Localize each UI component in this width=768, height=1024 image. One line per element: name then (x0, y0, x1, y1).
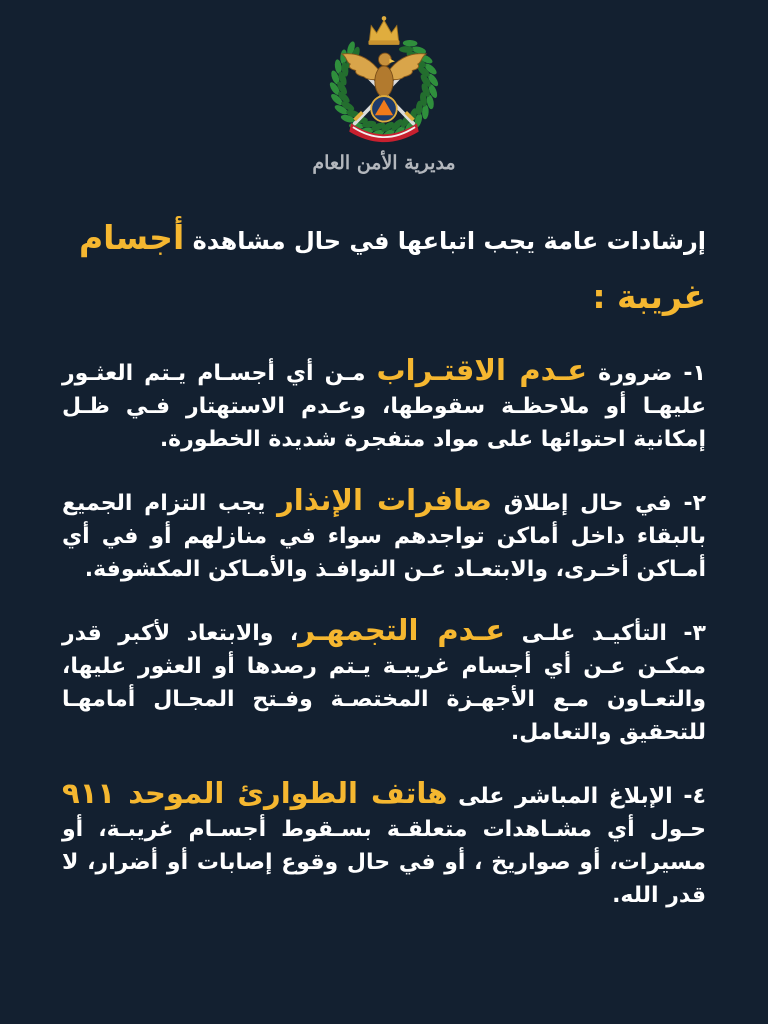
item-text-before: ضرورة (598, 361, 673, 386)
wreath-leaf (422, 104, 429, 119)
page-title (62, 210, 706, 328)
title-highlight: غريبة : (592, 277, 706, 316)
crown-icon (369, 20, 398, 41)
item-highlight: هاتف الطوارئ الموحد ٩١١ (62, 776, 448, 810)
crown-base (368, 40, 399, 45)
item-number: ٢- (683, 491, 707, 516)
instruction-item-2 (62, 484, 706, 586)
item-number: ٣- (683, 621, 706, 646)
title-line-1 (62, 210, 706, 269)
item-number: ٤- (683, 784, 706, 809)
public-security-emblem (320, 12, 448, 149)
eagle-beak-icon (389, 59, 394, 64)
item-text-after: مـن أي أجسـام يـتم العثـور عليهـا أو ملاحظـة سقوطها، وعـدم الاستهتار فـي ظـل إمكانية احتوائها على مواد متفجرة شديدة الخطورة. (62, 361, 706, 452)
item-text-after: حـول أي مشـاهدات متعلقـة بسـقوط أجسـام غريبـة، أو مسيرات، أو صواريخ ، أو في حال وقوع إصابات أو أضرار، لا قدر الله. (62, 817, 706, 908)
item-highlight: عـدم الاقتـراب (376, 353, 588, 387)
emblem-caption: مديرية الأمن العام (312, 152, 456, 174)
header (0, 0, 768, 176)
item-text-before: التأكيـد علـى (521, 621, 667, 646)
crown-jewel (382, 16, 387, 21)
title-line-2 (62, 269, 706, 328)
item-text-before: الإبلاغ المباشر على (458, 784, 673, 809)
instruction-item-4 (62, 777, 706, 912)
item-number: ١- (683, 361, 706, 386)
item-text-before: في حال إطلاق (503, 491, 672, 516)
item-highlight: عـدم التجمهـر (298, 613, 506, 647)
main-content (0, 210, 768, 912)
item-highlight: صافرات الإنذار (277, 483, 493, 517)
instruction-item-1 (62, 354, 706, 456)
eagle-body-icon (375, 66, 393, 97)
eagle-head-icon (379, 53, 392, 66)
instruction-item-3 (62, 614, 706, 749)
title-highlight: أجسام (79, 218, 185, 257)
wreath-leaf (403, 40, 418, 47)
title-text: إرشادات عامة يجب اتباعها في حال مشاهدة (192, 227, 706, 255)
item-text-after: ، والابتعاد لأكبر قدر ممكـن عـن أي أجسام غريبـة يـتم رصدها أو العثور عليها، والتعـاون مـع الأجهـزة المختصـة وفـتح المجـال أمامهـا للتحقيق والتعامل. (62, 621, 706, 745)
item-text-after: يجب التزام الجميع بالبقاء داخل أماكن تواجدهم سواء في منازلهم أو في أي أمـاكن أخـرى، والابتعـاد عـن النوافـذ والأمـاكن المكشوفة. (62, 491, 706, 582)
